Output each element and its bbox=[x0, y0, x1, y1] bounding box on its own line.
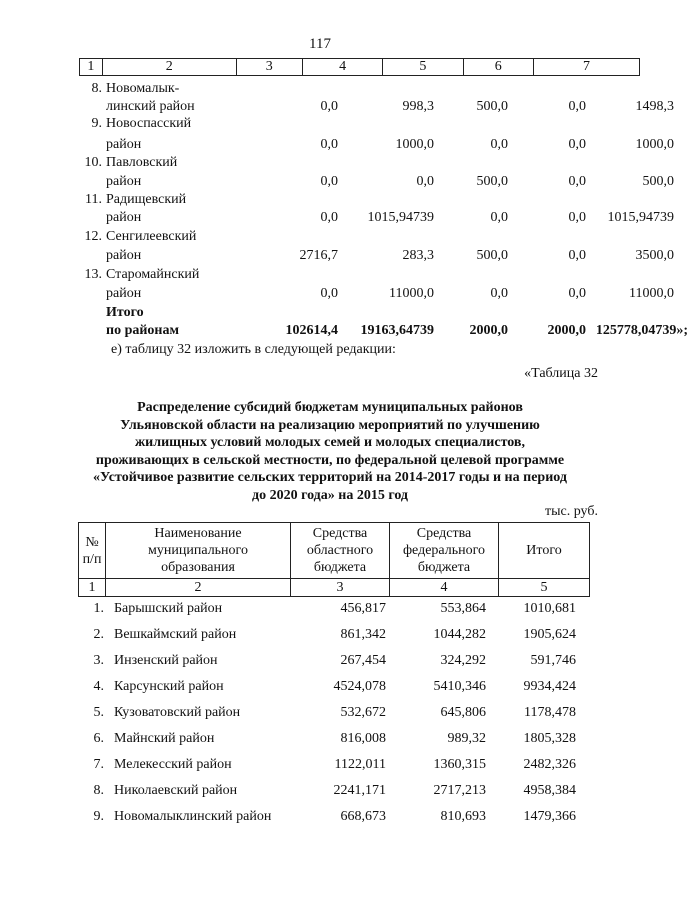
cell-value: 283,3 bbox=[402, 248, 434, 263]
row-number: 6. bbox=[93, 731, 104, 746]
col-number: 2 bbox=[102, 59, 236, 76]
cell-value: 0,0 bbox=[490, 137, 508, 152]
top-table-header bbox=[79, 58, 640, 76]
federal-value: 645,806 bbox=[440, 705, 486, 720]
district-name: Кузоватовский район bbox=[114, 705, 241, 720]
col-number: 6 bbox=[463, 59, 533, 76]
regional-value: 267,454 bbox=[340, 653, 386, 668]
row-number: 8. bbox=[93, 783, 104, 798]
federal-value: 553,864 bbox=[440, 601, 486, 616]
col-number: 1 bbox=[79, 579, 106, 597]
cell-value: 0,0 bbox=[320, 286, 338, 301]
total-value: 2000,0 bbox=[469, 323, 508, 338]
col-number: 5 bbox=[499, 579, 590, 597]
district-name: Инзенский район bbox=[114, 653, 218, 668]
district-name: Барышский район bbox=[114, 601, 223, 616]
cell-value: 2716,7 bbox=[299, 248, 338, 263]
cell-value: 1498,3 bbox=[635, 99, 674, 114]
district-name: Майнский район bbox=[114, 731, 215, 746]
federal-value: 324,292 bbox=[440, 653, 486, 668]
total-value: 1479,366 bbox=[523, 809, 576, 824]
cell-value: 0,0 bbox=[568, 286, 586, 301]
cell-value: 0,0 bbox=[490, 286, 508, 301]
title-line: проживающих в сельской местности, по федеральной целевой программе bbox=[95, 452, 565, 468]
regional-value: 4524,078 bbox=[333, 679, 386, 694]
header-text: п/п bbox=[82, 551, 102, 567]
col-number: 7 bbox=[533, 59, 639, 76]
header-text: Средства bbox=[416, 526, 472, 541]
row-number: 8. bbox=[91, 81, 102, 96]
district-name: район bbox=[106, 137, 142, 152]
total-value: 9934,424 bbox=[523, 679, 576, 694]
total-value: 1010,681 bbox=[523, 601, 576, 616]
district-name: Павловский bbox=[106, 155, 178, 170]
district-name: Старомайнский bbox=[106, 267, 200, 282]
federal-value: 989,32 bbox=[447, 731, 486, 746]
district-name: линский район bbox=[106, 99, 195, 114]
district-name: Радищевский bbox=[106, 192, 187, 207]
cell-value: 0,0 bbox=[416, 174, 434, 189]
header-total: Итого bbox=[499, 523, 590, 579]
cell-value: 500,0 bbox=[642, 174, 674, 189]
regional-value: 816,008 bbox=[340, 731, 386, 746]
header-num bbox=[79, 523, 106, 579]
cell-value: 0,0 bbox=[490, 210, 508, 225]
regional-value: 668,673 bbox=[340, 809, 386, 824]
total-value bbox=[496, 321, 688, 340]
total-value: 1905,624 bbox=[523, 627, 576, 642]
header-text: областного bbox=[306, 543, 374, 558]
total-value: 2000,0 bbox=[547, 323, 586, 338]
district-name: район bbox=[106, 248, 142, 263]
federal-value: 1044,282 bbox=[433, 627, 486, 642]
district-name: Сенгилеевский bbox=[106, 229, 197, 244]
cell-value: 11000,0 bbox=[389, 286, 434, 301]
federal-value: 810,693 bbox=[440, 809, 486, 824]
row-number: 2. bbox=[93, 627, 104, 642]
page-number: 117 bbox=[309, 36, 331, 52]
cell-value: 500,0 bbox=[476, 99, 508, 114]
header-regional bbox=[291, 523, 390, 579]
cell-value: 0,0 bbox=[320, 210, 338, 225]
row-number: 3. bbox=[93, 653, 104, 668]
cell-value: 1000,0 bbox=[395, 137, 434, 152]
district-name: Новомалык- bbox=[106, 81, 180, 96]
regional-value: 1122,011 bbox=[334, 757, 386, 772]
header-text: образования bbox=[161, 560, 235, 575]
cell-value: 0,0 bbox=[568, 248, 586, 263]
row-number: 12. bbox=[84, 229, 102, 244]
total-label: Итого bbox=[106, 305, 144, 320]
federal-value: 2717,213 bbox=[433, 783, 486, 798]
regional-value: 861,342 bbox=[340, 627, 386, 642]
col-number: 3 bbox=[291, 579, 390, 597]
row-number: 13. bbox=[84, 267, 102, 282]
cell-value: 0,0 bbox=[568, 210, 586, 225]
total-value: 2482,326 bbox=[523, 757, 576, 772]
cell-value: 0,0 bbox=[320, 174, 338, 189]
district-name: район bbox=[106, 286, 142, 301]
total-value: 19163,64739 bbox=[360, 323, 434, 338]
district-name: район bbox=[106, 210, 142, 225]
cell-value: 0,0 bbox=[568, 99, 586, 114]
district-name: Николаевский район bbox=[114, 783, 238, 798]
header-text: № bbox=[85, 534, 99, 550]
cell-value: 11000,0 bbox=[629, 286, 674, 301]
header-text: бюджета bbox=[313, 560, 367, 575]
total-value-text: 125778,04739»; bbox=[595, 323, 688, 338]
cell-value: 1015,94739 bbox=[607, 210, 674, 225]
title-line: Ульяновской области на реализацию мероприятий по улучшению bbox=[120, 417, 540, 433]
title-line: до 2020 года» на 2015 год bbox=[251, 487, 409, 503]
district-name: Вешкаймский район bbox=[114, 627, 237, 642]
cell-value: 500,0 bbox=[476, 248, 508, 263]
district-name: Карсунский район bbox=[114, 679, 224, 694]
cell-value: 1015,94739 bbox=[367, 210, 434, 225]
title-line: Распределение субсидий бюджетам муниципальных районов bbox=[137, 400, 523, 415]
row-number: 1. bbox=[93, 601, 104, 616]
header-text: бюджета bbox=[417, 560, 471, 575]
header-text: федерального bbox=[402, 543, 486, 558]
row-number: 4. bbox=[93, 679, 104, 694]
header-name bbox=[106, 523, 291, 579]
total-label: по районам bbox=[106, 323, 180, 338]
header-text: муниципального bbox=[148, 543, 248, 558]
col-number: 2 bbox=[106, 579, 291, 597]
cell-value: 0,0 bbox=[320, 137, 338, 152]
federal-value: 1360,315 bbox=[433, 757, 486, 772]
row-number: 5. bbox=[93, 705, 104, 720]
cell-value: 998,3 bbox=[402, 99, 434, 114]
table-reference: «Таблица 32 bbox=[524, 366, 598, 381]
col-number: 5 bbox=[383, 59, 463, 76]
cell-value: 0,0 bbox=[568, 174, 586, 189]
table-title bbox=[60, 399, 600, 504]
total-value: 1178,478 bbox=[524, 705, 576, 720]
col-number: 1 bbox=[80, 59, 103, 76]
regional-value: 532,672 bbox=[340, 705, 386, 720]
row-number: 9. bbox=[93, 809, 104, 824]
district-name: Новомалыклинский район bbox=[114, 809, 272, 824]
row-number: 7. bbox=[93, 757, 104, 772]
total-value: 591,746 bbox=[530, 653, 576, 668]
district-name: Новоспасский bbox=[106, 116, 192, 131]
title-line: жилищных условий молодых семей и молодых специалистов, bbox=[135, 435, 525, 450]
federal-value: 5410,346 bbox=[433, 679, 486, 694]
total-value: 4958,384 bbox=[523, 783, 576, 798]
col-number: 3 bbox=[236, 59, 302, 76]
title-line: «Устойчивое развитие сельских территорий на 2014-2017 годы и на период bbox=[93, 470, 567, 485]
header-text: Наименование bbox=[154, 526, 242, 541]
cell-value: 0,0 bbox=[568, 137, 586, 152]
row-number: 9. bbox=[91, 116, 102, 131]
total-value: 1805,328 bbox=[523, 731, 576, 746]
district-name: Мелекесский район bbox=[114, 757, 232, 772]
cell-value: 500,0 bbox=[476, 174, 508, 189]
row-number: 11. bbox=[85, 192, 102, 207]
col-number: 4 bbox=[303, 59, 383, 76]
cell-value: 0,0 bbox=[320, 99, 338, 114]
units-label: тыс. руб. bbox=[545, 504, 598, 519]
total-value: 102614,4 bbox=[285, 323, 338, 338]
instruction-text: е) таблицу 32 изложить в следующей редакции: bbox=[111, 342, 396, 357]
cell-value: 1000,0 bbox=[635, 137, 674, 152]
row-number: 10. bbox=[84, 155, 102, 170]
header-federal bbox=[390, 523, 499, 579]
col-number: 4 bbox=[390, 579, 499, 597]
main-table-header bbox=[78, 522, 590, 597]
header-text: Средства bbox=[312, 526, 368, 541]
district-name: район bbox=[106, 174, 142, 189]
regional-value: 2241,171 bbox=[333, 783, 386, 798]
cell-value: 3500,0 bbox=[635, 248, 674, 263]
regional-value: 456,817 bbox=[340, 601, 386, 616]
